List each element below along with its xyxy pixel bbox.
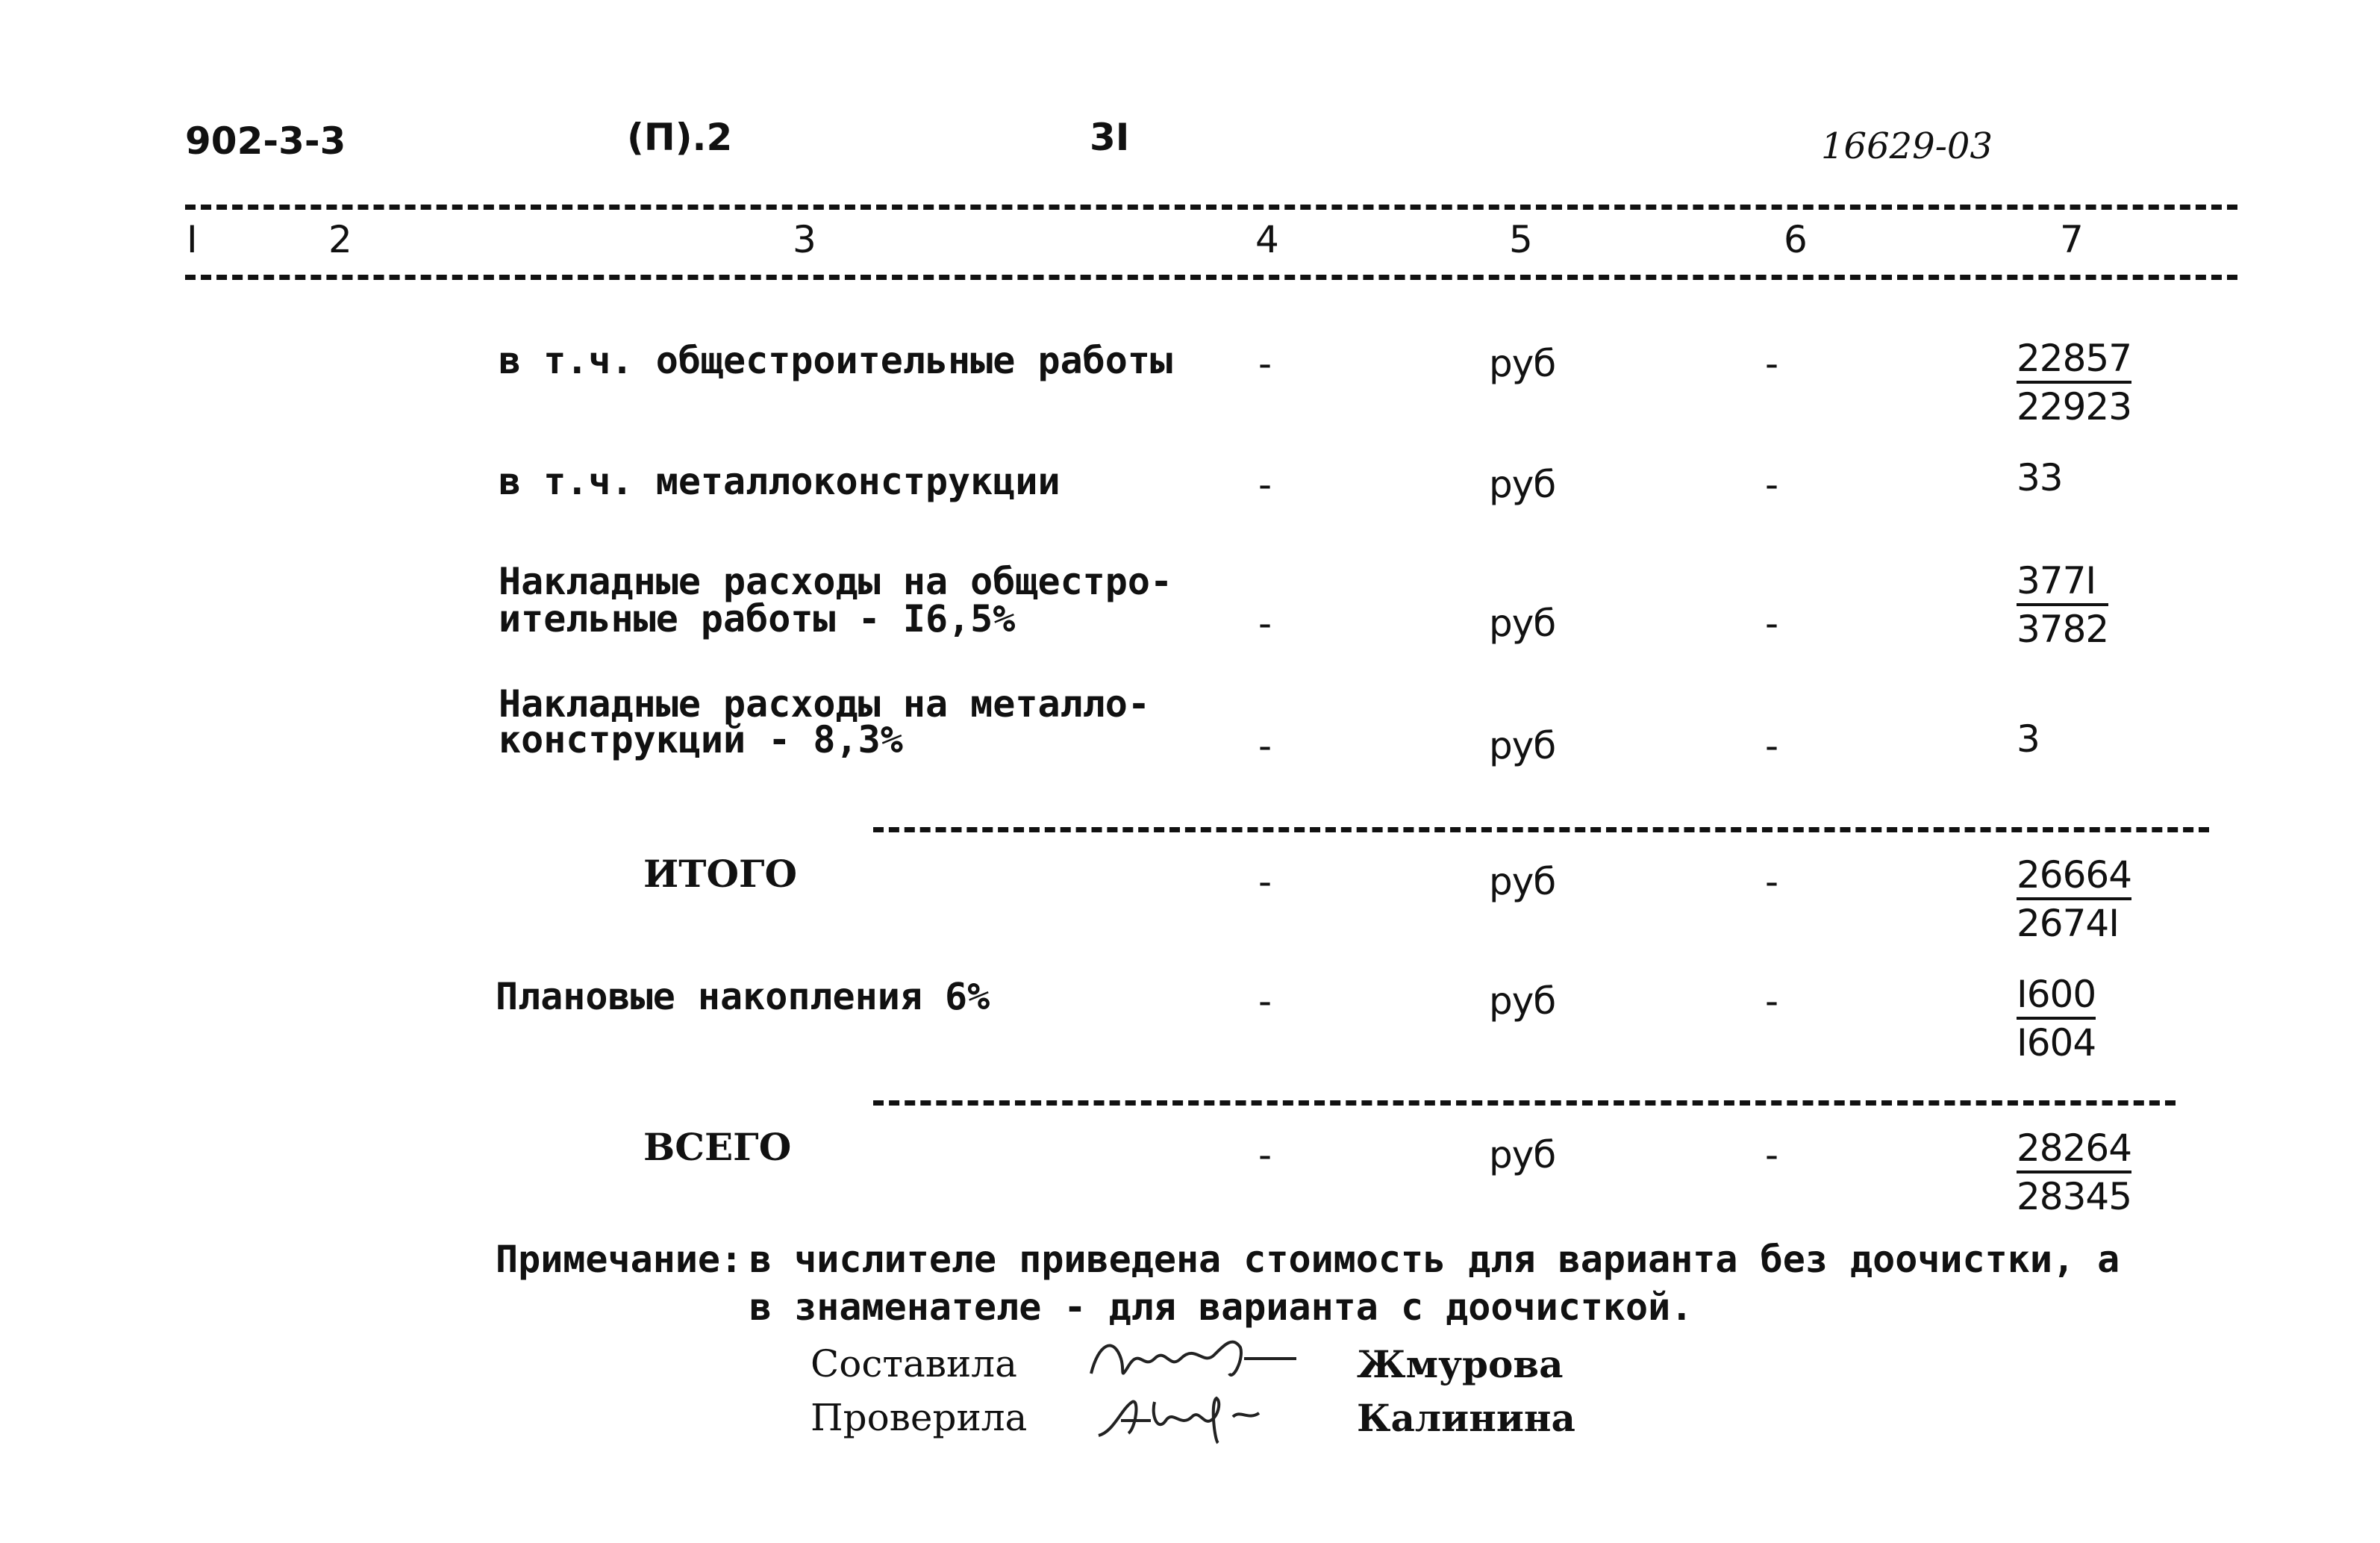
col-header-4: 4 [1255,218,1279,261]
row-5-col6: - [1765,860,1778,903]
row-5-col4: - [1258,860,1272,903]
subtotal-rule [873,827,2209,832]
total-rule [873,1100,2176,1106]
row-2-unit: руб [1489,463,1556,506]
row-7-col4: - [1258,1133,1272,1176]
row-1-col6: - [1765,342,1778,385]
row-2-col4: - [1258,463,1272,506]
col-header-6: 6 [1784,218,1808,261]
compiled-by-label: Составила [810,1342,1017,1385]
note-line-2: в знаменателе - для варианта с доочисткой. [749,1285,1693,1329]
note-label: Примечание: [496,1238,743,1281]
row-2-value: 33 [2017,456,2063,499]
row-3-numerator: 377I [2017,560,2108,606]
row-6-name: Плановые накопления 6% [496,975,990,1018]
checked-by-signature [1091,1387,1278,1447]
checked-by-label: Проверила [810,1396,1028,1439]
row-5-name: ИТОГО [643,852,798,896]
row-4-col6: - [1765,724,1778,767]
col-header-1: I [187,218,198,261]
row-1-denominator: 22923 [2017,385,2132,428]
row-5-value [2017,854,2131,947]
note-line-1: в числителе приведена стоимость для варианта без доочистки, а [749,1238,2120,1281]
row-7-value [2017,1127,2131,1220]
row-7-denominator: 28345 [2017,1175,2132,1218]
row-1-name: в т.ч. общестроительные работы [499,339,1173,382]
header-bottom-rule [185,275,2237,280]
row-1-col4: - [1258,342,1272,385]
col-header-3: 3 [793,218,816,261]
row-4-name-line1: Накладные расходы на металло- [499,682,1150,726]
col-header-7: 7 [2060,218,2084,261]
row-2-col6: - [1765,463,1778,506]
row-3-denominator: 3782 [2017,608,2109,651]
row-1-value [2017,337,2131,430]
row-6-col6: - [1765,979,1778,1023]
row-4-name-line2: конструкций - 8,3% [499,718,903,761]
row-3-value [2017,560,2108,652]
row-3-col4: - [1258,602,1272,645]
row-5-denominator: 2674I [2017,902,2119,945]
row-6-value [2017,973,2096,1066]
row-6-denominator: I604 [2017,1021,2096,1064]
row-1-numerator: 22857 [2017,337,2131,384]
row-3-unit: руб [1489,602,1556,645]
row-4-value: 3 [2017,717,2040,761]
row-2-name: в т.ч. металлоконструкции [499,460,1061,503]
row-4-col4: - [1258,724,1272,767]
row-5-numerator: 26664 [2017,854,2131,900]
row-7-name: ВСЕГО [643,1125,792,1169]
row-4-unit: руб [1489,724,1556,767]
page-number: 3I [1090,116,1130,159]
row-6-unit: руб [1489,979,1556,1023]
row-6-numerator: I600 [2017,973,2096,1020]
col-header-5: 5 [1509,218,1533,261]
row-1-unit: руб [1489,342,1556,385]
col-header-2: 2 [328,218,352,261]
row-7-unit: руб [1489,1133,1556,1176]
doc-code: 902-3-3 [185,119,346,163]
checked-by-name: Калинина [1357,1396,1575,1440]
compiled-by-signature [1084,1329,1300,1388]
doc-part: (П).2 [627,116,733,159]
row-7-numerator: 28264 [2017,1127,2131,1173]
row-3-name-line2: ительные работы - I6,5% [499,597,1016,640]
row-5-unit: руб [1489,860,1556,903]
row-3-col6: - [1765,602,1778,645]
inventory-number: 16629-03 [1821,125,1993,167]
row-6-col4: - [1258,979,1272,1023]
compiled-by-name: Жмурова [1357,1342,1564,1386]
header-top-rule [185,205,2237,210]
row-7-col6: - [1765,1133,1778,1176]
row-3-name-line1: Накладные расходы на общестро- [499,560,1173,603]
